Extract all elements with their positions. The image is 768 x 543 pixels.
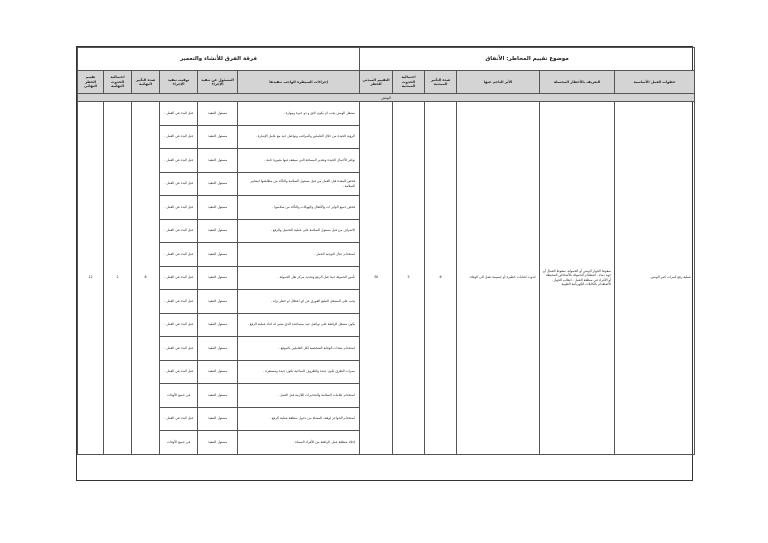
control-measure-cell: فحص المعدة قبل العمل من قبل مسئول السلامة والتأكد من مطابقتها لمعايير السلامة . bbox=[238, 172, 360, 196]
risk-table bbox=[77, 47, 695, 455]
header-controls: إجراءات السيطرة الواجب تنفيذها bbox=[238, 71, 360, 94]
timing-cell: قبل البدء في العمل . bbox=[160, 196, 198, 220]
header-initial-severity: شدة التأثير المبدئية bbox=[425, 71, 457, 94]
owner-cell: مسئول التنفيذ bbox=[198, 219, 238, 243]
timing-cell: في جميع الأوقات bbox=[160, 431, 198, 455]
final-severity-cell: 6 bbox=[132, 102, 160, 455]
header-final-rating: تقييم الخطر النهائي bbox=[78, 71, 104, 94]
header-hazards: التعريف بالأخطار المحتملة bbox=[540, 71, 615, 94]
control-measure-cell: إخلاء منطقة عمل الرافعة من الأفراد المشاة . bbox=[238, 431, 360, 455]
timing-cell: قبل البدء في العمل . bbox=[160, 125, 198, 149]
table-row bbox=[78, 102, 695, 126]
control-measure-cell: ممرات الطرق تكون جيدة والظروف المناخية تكون جيدة ومستقرة . bbox=[238, 360, 360, 384]
owner-cell: مسئول التنفيذ bbox=[198, 290, 238, 314]
control-measure-cell: تأمين الحمولة جيدا قبل الرفع وتحديد مركز ثقل الحمولة . bbox=[238, 266, 360, 290]
column-header-row bbox=[78, 71, 695, 94]
owner-cell: مسئول التنفيذ bbox=[198, 384, 238, 408]
section-label: الونش bbox=[78, 94, 695, 102]
control-measure-cell: فحص جميع الواير ات والأقفال والهوكات والتأكد من سلامتها . bbox=[238, 196, 360, 220]
timing-cell: قبل البدء في العمل . bbox=[160, 149, 198, 173]
owner-cell: مسئول التنفيذ bbox=[198, 266, 238, 290]
timing-cell: قبل البدء في العمل . bbox=[160, 219, 198, 243]
initial-rating-cell: 30 bbox=[360, 102, 393, 455]
control-measure-cell: مشغل الونش يجب ان يكون لائق و ذو خبرة ومهارة . bbox=[238, 102, 360, 126]
hazards-cell: سقوط الجهاز الونش أو الحمولة. سقوط العمال أو جهد دماء . اصطدام الحمولة بالأشخاص المحيطة أو الأفراد في منطقة العمل . انقلاب الجهاز . الأصطدام بالكابلات الكهربائية العلوية bbox=[540, 102, 615, 455]
control-measure-cell: يكون مشغل الرافعة على تواصل جيد بمساعده الذي يشير له اثناء عملية الرفع . bbox=[238, 313, 360, 337]
risk-assessment-sheet bbox=[76, 46, 693, 481]
owner-cell: مسئول التنفيذ bbox=[198, 172, 238, 196]
control-measure-cell: استخدام الحواجز لوقف المشاة من دخول منطقة عملية الرفع . bbox=[238, 407, 360, 431]
control-measure-cell: الرؤية الجيدة من خلال العاملين والمراقب وتواصل جيد مع عامل الإشارة . bbox=[238, 125, 360, 149]
header-initial-rating: التقييم المبدئي للخطر bbox=[360, 71, 393, 94]
final-rating-cell: 12 bbox=[78, 102, 104, 455]
control-measure-cell: الاشراف من قبل مسئول السلامة على عملية التحميل والرفع . bbox=[238, 219, 360, 243]
timing-cell: قبل البدء في العمل . bbox=[160, 290, 198, 314]
owner-cell: مسئول التنفيذ bbox=[198, 196, 238, 220]
control-measure-cell: استخدام معدات الوقاية الشخصية لكل العاملين بالموقع . bbox=[238, 337, 360, 361]
section-row bbox=[78, 94, 695, 102]
owner-cell: مسئول التنفيذ bbox=[198, 243, 238, 267]
document-title: موضوع تقييم المخاطر: الأنفاق bbox=[360, 48, 695, 71]
header-basic-steps: خطوات العمل الأساسية bbox=[615, 71, 695, 94]
timing-cell: قبل البدء في العمل . bbox=[160, 407, 198, 431]
company-name: فرقة الفرق للأنشاء والتعمير bbox=[78, 48, 360, 71]
control-rows bbox=[78, 102, 695, 455]
header-effect: الأثر الناجم عنها bbox=[457, 71, 540, 94]
timing-cell: قبل البدء في العمل . bbox=[160, 243, 198, 267]
final-probability-cell: 2 bbox=[104, 102, 132, 455]
owner-cell: مسئول التنفيذ bbox=[198, 313, 238, 337]
control-measure-cell: يجب على المشغل التبليغ الفوري عن اي اعطال او خطر يراه . bbox=[238, 290, 360, 314]
basic-step-cell: عملية رفع كمرات كمر الونش. bbox=[615, 102, 695, 455]
control-measure-cell: استخدام علامات السلامة والتحذيرات اللازمة قبل العمل . bbox=[238, 384, 360, 408]
title-row bbox=[78, 48, 695, 71]
timing-cell: في جميع الأوقات bbox=[160, 384, 198, 408]
owner-cell: مسئول التنفيذ bbox=[198, 407, 238, 431]
timing-cell: قبل البدء في العمل . bbox=[160, 360, 198, 384]
timing-cell: قبل البدء في العمل . bbox=[160, 266, 198, 290]
effect-cell: حدوث اصابات خطيرة أو جسيمة تصل الى الوفاة. bbox=[457, 102, 540, 455]
timing-cell: قبل البدء في العمل . bbox=[160, 172, 198, 196]
owner-cell: مسئول التنفيذ bbox=[198, 102, 238, 126]
owner-cell: مسئول التنفيذ bbox=[198, 149, 238, 173]
initial-probability-cell: 5 bbox=[393, 102, 425, 455]
initial-severity-cell: 6 bbox=[425, 102, 457, 455]
owner-cell: مسئول التنفيذ bbox=[198, 431, 238, 455]
owner-cell: مسئول التنفيذ bbox=[198, 360, 238, 384]
header-initial-probability: احتمالية الحدوث المبدئية bbox=[393, 71, 425, 94]
owner-cell: مسئول التنفيذ bbox=[198, 337, 238, 361]
owner-cell: مسئول التنفيذ bbox=[198, 125, 238, 149]
control-measure-cell: توافر الأحمال الجيدة وتقدير المسافة التي سيقف فيها بصورة ثابتة . bbox=[238, 149, 360, 173]
timing-cell: قبل البدء في العمل . bbox=[160, 337, 198, 361]
header-timing: توقيت تنفيذ الإجراء bbox=[160, 71, 198, 94]
header-owner: المسئول عن تنفيذ الإجراء bbox=[198, 71, 238, 94]
header-final-severity: شدة التأثير النهائية bbox=[132, 71, 160, 94]
header-final-probability: احتمالية الحدوث النهائية bbox=[104, 71, 132, 94]
timing-cell: قبل البدء في العمل . bbox=[160, 102, 198, 126]
timing-cell: قبل البدء في العمل . bbox=[160, 313, 198, 337]
control-measure-cell: استخدام حبال التوجيه الحمل . bbox=[238, 243, 360, 267]
